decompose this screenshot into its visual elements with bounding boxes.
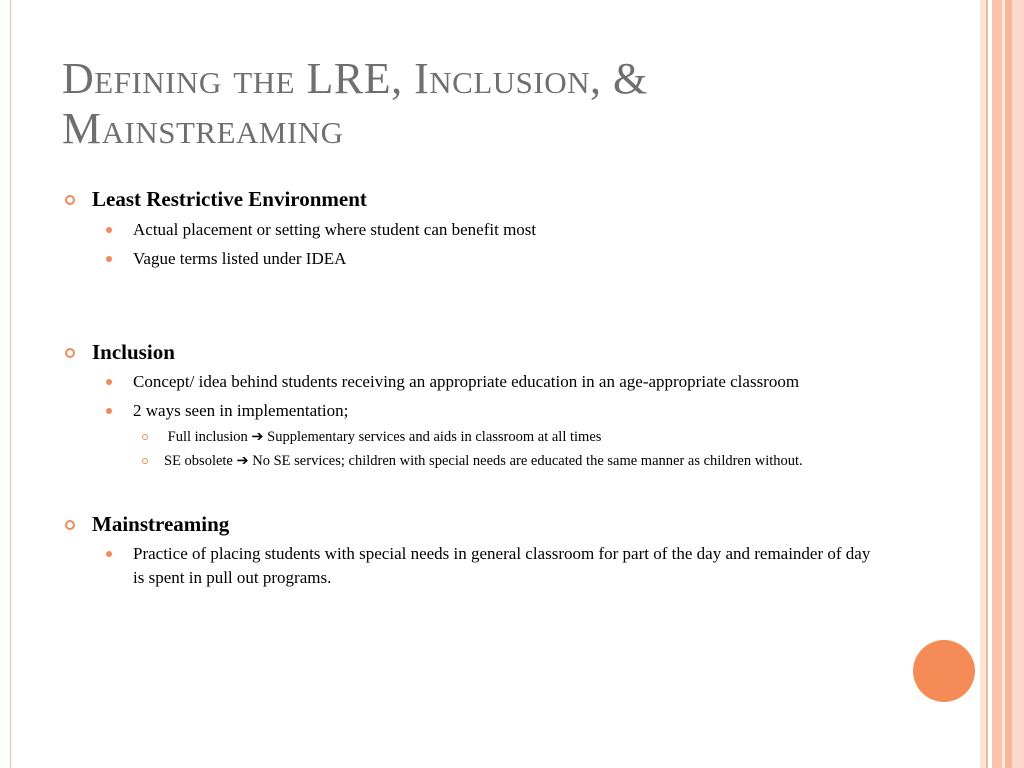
- sub-bullet-item: SE obsolete ➔ No SE services; children with special needs are educated the same manner as children without.: [62, 451, 882, 471]
- bullet-item: Actual placement or setting where student can benefit most: [62, 218, 882, 242]
- bullet-item: Concept/ idea behind students receiving an appropriate education in an age-appropriate classroom: [62, 370, 882, 394]
- dot-bullet-icon: [106, 408, 112, 414]
- dot-bullet-icon: [106, 227, 112, 233]
- stripe: [986, 0, 988, 768]
- dot-bullet-icon: [106, 256, 112, 262]
- stripe: [1005, 0, 1012, 768]
- orange-accent-circle: [913, 640, 975, 702]
- section-heading-mainstreaming: Mainstreaming: [62, 511, 882, 537]
- slide-title: Defining the LRE, Inclusion, & Mainstreaming: [62, 54, 648, 153]
- bullet-item: 2 ways seen in implementation;: [62, 399, 882, 423]
- ring-bullet-icon: [65, 195, 75, 205]
- dot-bullet-icon: [106, 551, 112, 557]
- ring-bullet-icon: [65, 520, 75, 530]
- stripe: [992, 0, 1002, 768]
- slide-content: [62, 186, 882, 590]
- section-heading-inclusion: Inclusion: [62, 339, 882, 365]
- small-ring-bullet-icon: [142, 434, 148, 440]
- bullet-item: Practice of placing students with special needs in general classroom for part of the day and remainder of day is spent in pull out programs.: [62, 542, 882, 590]
- dot-bullet-icon: [106, 379, 112, 385]
- sub-bullet-item: Full inclusion ➔ Supplementary services and aids in classroom at all times: [62, 427, 882, 447]
- stripe: [1012, 0, 1024, 768]
- small-ring-bullet-icon: [142, 458, 148, 464]
- decorative-stripes: [980, 0, 1024, 768]
- left-border-line: [10, 0, 11, 768]
- ring-bullet-icon: [65, 348, 75, 358]
- section-heading-lre: Least Restrictive Environment: [62, 186, 882, 212]
- bullet-item: Vague terms listed under IDEA: [62, 247, 882, 271]
